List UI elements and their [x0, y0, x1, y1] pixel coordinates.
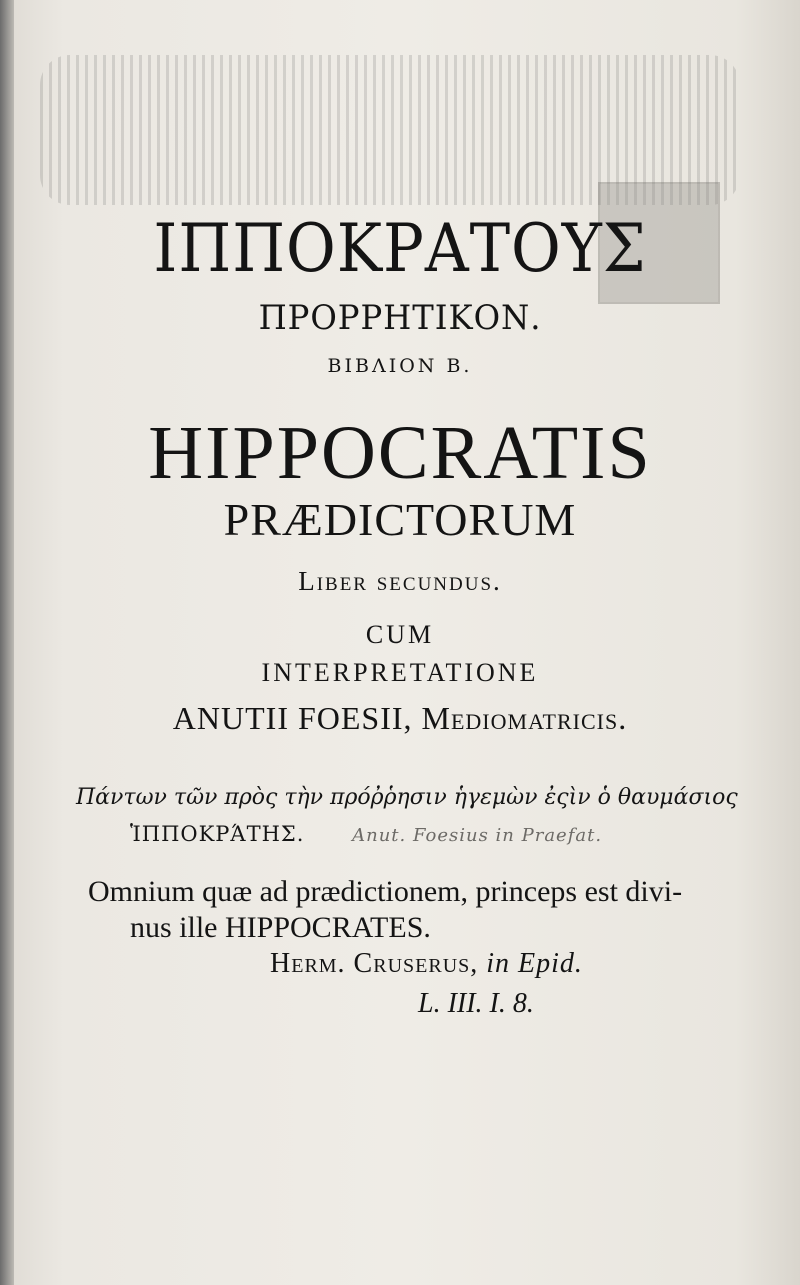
greek-epigraph-line-1: Πάντων τῶν πρὸς τὴν πρόῤῥησιν ἡγεμὼν ἐςὶν ὁ θαυμάσιος: [76, 785, 738, 810]
greek-subtitle: ΠΡΟΡΡΗΤΙΚΟΝ.: [258, 298, 542, 338]
citation-reference: L. III. I. 8.: [418, 988, 534, 1019]
latin-epigraph-line-2: nus ille HIPPOCRATES.: [130, 911, 431, 944]
citation-line-1: [270, 948, 583, 980]
greek-epigraph-name: ἹΠΠΟΚΡΆΤΗΣ.: [130, 822, 305, 846]
latin-title: HIPPOCRATIS: [148, 411, 652, 495]
translator-name: ANUTII FOESII,: [172, 700, 413, 736]
book-number: Liber secundus.: [298, 566, 502, 596]
greek-title: ΙΠΠΟΚΡΑΤΟΥΣ: [153, 210, 647, 287]
greek-epigraph-attribution: Anut. Foesius in Praefat.: [352, 825, 603, 846]
interpretatione-label: INTERPRETATIONE: [261, 658, 539, 687]
citation-work: in Epid.: [486, 948, 583, 979]
greek-epigraph-line-2: [130, 822, 602, 846]
translator-line: [0, 700, 800, 737]
cum-label: CUM: [365, 620, 435, 649]
citation-author: Herm. Cruserus,: [270, 948, 479, 979]
translator-origin: Mediomatricis.: [421, 700, 628, 736]
latin-epigraph-line-1: Omnium quæ ad prædictionem, princeps est divi-: [88, 875, 683, 908]
latin-subtitle: PRÆDICTORUM: [223, 494, 577, 545]
greek-book-number: ΒΙΒΛΙΟΝ Β.: [327, 355, 473, 377]
